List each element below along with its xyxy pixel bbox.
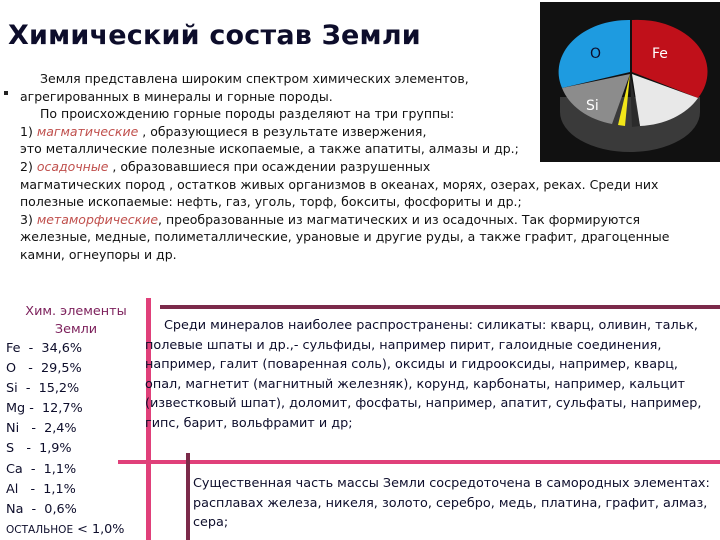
group-1-number: 1) xyxy=(20,123,37,139)
element-row: Na - 0,6% xyxy=(6,501,77,517)
intro-line-2: агрегированных в минералы и горные породы. xyxy=(20,88,333,104)
element-row: Si - 15,2% xyxy=(6,381,80,397)
group-2-number: 2) xyxy=(20,158,37,174)
element-row: O - 29,5% xyxy=(6,361,82,377)
group-2-rest: , образовавшиеся при осаждении разрушенных xyxy=(108,158,431,174)
minerals-text xyxy=(145,316,715,433)
bullet-icon xyxy=(4,91,8,95)
native-paragraph: Существенная часть массы Земли сосредоточена в самородных элементах: расплавах железа, никеля, золото, серебро, медь, платина, графит, алмаз, сера; xyxy=(193,476,710,530)
other-value: < 1,0% xyxy=(73,521,125,537)
elements-header: Хим. элементы Земли xyxy=(25,304,127,337)
divider-vertical-middle xyxy=(186,453,190,540)
group-2-term: осадочные xyxy=(36,158,109,174)
group-3-rest: , преобразованные из магматических и из осадочных. Так формируются железные, медные, полиметаллические, урановые и другие руды, а также графит, драгоценные камни, огнеупоры и др. xyxy=(20,211,670,262)
element-row: Fe - 34,6% xyxy=(6,341,83,356)
group-1 xyxy=(20,123,690,141)
group-1-continuation: это металлические полезные ископаемые, а также апатиты, алмазы и др.; xyxy=(20,141,519,157)
group-3-term: метаморфические xyxy=(36,211,159,227)
element-row: S - 1,9% xyxy=(6,441,72,457)
group-3-number: 3) xyxy=(20,211,37,227)
group-2 xyxy=(20,158,690,176)
element-row-other xyxy=(6,520,146,540)
intro-text xyxy=(20,70,690,264)
group-2-continuation: магматических пород , остатков живых организмов в океанах, морях, озерах, реках. Среди них полезные ископаемые: нефть, газ, уголь, торф, бокситы, фосфориты и др.; xyxy=(20,176,659,210)
divider-horizontal-middle xyxy=(118,460,720,464)
native-elements-text xyxy=(193,474,718,533)
element-row: Ni - 2,4% xyxy=(6,421,77,437)
group-1-term: магматические xyxy=(36,123,139,139)
group-1-rest: , образующиеся в результате извержения, xyxy=(138,123,427,139)
intro-line-1: Земля представлена широким спектром химических элементов, xyxy=(40,71,469,86)
intro-line-3: По происхождению горные породы разделяют на три группы: xyxy=(40,106,455,122)
element-row: Mg - 12,7% xyxy=(6,401,83,417)
page-title: Химический состав Земли xyxy=(8,20,421,51)
other-label: ОСТАЛЬНОЕ xyxy=(6,523,74,536)
pie-label-fe: Fe xyxy=(652,46,668,62)
element-row: Ca - 1,1% xyxy=(6,461,77,477)
group-3 xyxy=(20,211,690,264)
pie-label-si: Si xyxy=(586,98,599,114)
pie-label-o: O xyxy=(590,46,602,62)
minerals-paragraph: Среди минералов наиболее распространены: силикаты: кварц, оливин, тальк, полевые шпаты и др.,- сульфиды, например пирит, галоидные соединения, например, галит (поваренная соль), оксиды и гидрооксиды, например, кварц, опал, магнетит (магнитный железняк), корунд, карбонаты, например, кальцит (известковый шпат), доломит, фосфаты, например, апатит, сульфаты, например, гипс, барит, вольфрамит и др; xyxy=(145,318,702,431)
divider-horizontal-top xyxy=(160,305,720,309)
elements-list xyxy=(6,303,146,540)
element-row: Al - 1,1% xyxy=(6,481,76,497)
